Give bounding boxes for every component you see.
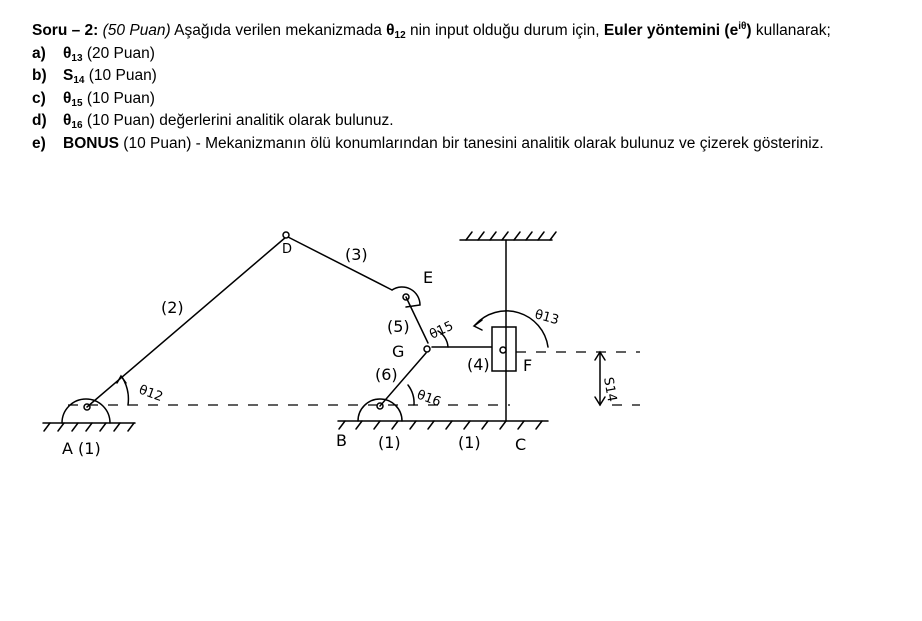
label-ground-a: A (1) (62, 439, 101, 458)
mechanism-figure (0, 215, 922, 475)
question-points: (50 Puan) (102, 22, 171, 39)
link-2 (87, 237, 286, 407)
angle-arrow-12 (117, 376, 126, 383)
ground-hatch-top (460, 232, 556, 240)
part-c: c) $\theta_{15}$ (10 Puan) (32, 89, 155, 109)
part-b: b) $S_{14}$ (10 Puan) (32, 67, 157, 86)
label-ground-b: (1) (378, 433, 401, 452)
label-point-c: C (515, 435, 527, 454)
method-name: Euler yöntemini $(e^{i\theta})$ (603, 21, 752, 39)
label-link-2: (2) (161, 298, 184, 317)
part-d: d) $\theta_{16}$ (10 Puan) değerlerini analitik olarak bulunuz. (32, 112, 394, 131)
joint-f (500, 347, 506, 353)
link-3 (288, 237, 392, 290)
label-theta-16: θ16 (414, 387, 443, 411)
question-text-end: kullanarak; (755, 22, 831, 39)
label-theta-13: θ13 (532, 307, 561, 329)
mechanism-drawing (0, 215, 922, 475)
label-point-e: E (423, 268, 434, 287)
part-e-bonus: e) BONUS (10 Puan) - Mekanizmanın ölü konumlarından bir tanesini analitik olarak bulunuz ve çizerek gösteriniz. (32, 134, 824, 152)
question-block (32, 20, 838, 155)
part-a: a) $\theta_{13}$ (20 Puan) (32, 44, 155, 64)
label-s14: S14 (600, 376, 620, 404)
label-link-3: (3) (345, 245, 368, 264)
label-point-d: D (282, 242, 293, 257)
label-point-b: B (336, 431, 347, 450)
label-point-f: F (523, 356, 533, 375)
question-parts (32, 43, 838, 156)
joint-d (283, 232, 289, 238)
angle-arc-16 (408, 385, 414, 405)
label-point-g: G (392, 342, 405, 361)
ground-hatch-b (338, 421, 548, 429)
label-link-4: (4) (467, 355, 490, 374)
pivot-a (62, 399, 110, 423)
question-number: Soru – 2: (32, 22, 99, 39)
joint-g (424, 346, 430, 352)
label-theta-15: θ15 (427, 318, 456, 343)
label-link-6: (6) (375, 365, 398, 384)
ground-hatch-a (43, 423, 135, 431)
input-angle: $\theta_{12}$ (386, 22, 406, 41)
label-link-5: (5) (387, 317, 410, 336)
question-header: Soru – 2: (50 Puan) Aşağıda verilen mekanizmada $\theta_{12}$ nin input olduğu durum için, Euler yöntemini $(e^{i\theta})$ kullanarak; (32, 21, 831, 41)
question-text: Aşağıda verilen mekanizmada (170, 22, 387, 39)
label-theta-12: θ12 (136, 382, 165, 406)
label-ground-c1: (1) (458, 433, 481, 452)
